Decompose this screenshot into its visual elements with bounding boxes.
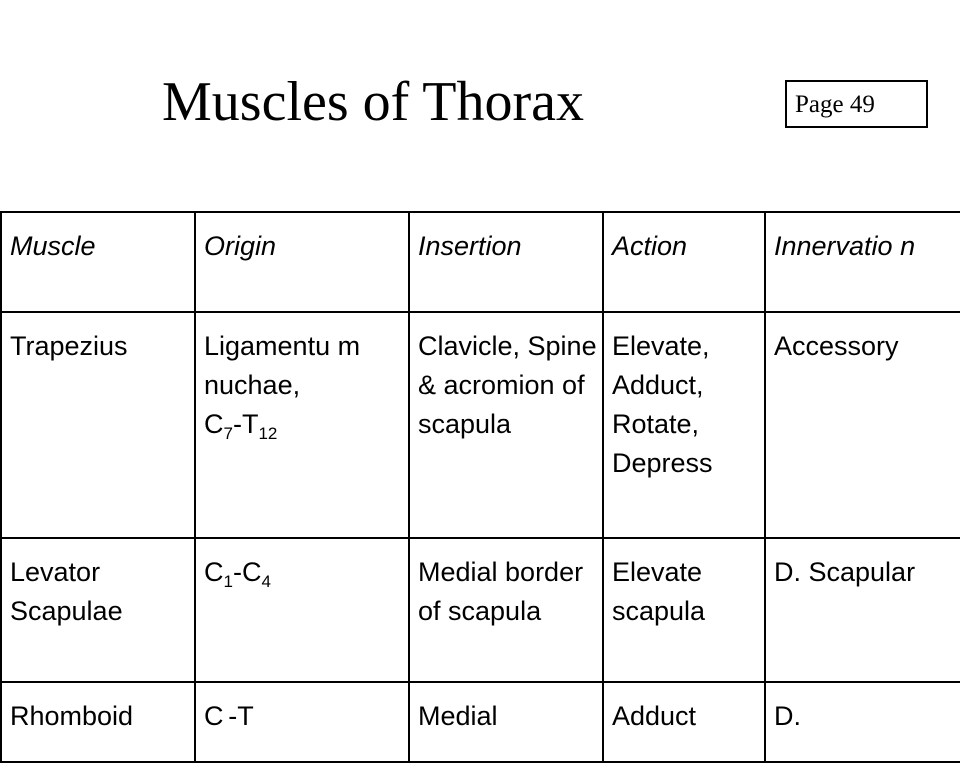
origin-dash-t: -T: [232, 409, 259, 439]
header-origin: Origin: [195, 212, 409, 312]
page-title: Muscles of Thorax: [162, 71, 584, 133]
cell-insertion: Medial: [409, 682, 603, 762]
cell-innervation: Accessory: [765, 312, 960, 538]
origin-c2-subscript: 4: [261, 572, 271, 591]
cell-innervation: D. Scapular: [765, 538, 960, 682]
cell-action: Elevate, Adduct, Rotate, Depress: [603, 312, 765, 538]
origin-c-subscript: 7: [223, 424, 233, 443]
cell-insertion: Clavicle, Spine & acromion of scapula: [409, 312, 603, 538]
cell-action: Adduct: [603, 682, 765, 762]
cell-insertion: Medial border of scapula: [409, 538, 603, 682]
origin-dash-c: -C: [232, 557, 262, 587]
origin-c: C: [204, 557, 224, 587]
header-innervation: Innervatio n: [765, 212, 960, 312]
table-row: [1, 312, 960, 538]
header-action: Action: [603, 212, 765, 312]
origin-text: Ligamentu m nuchae,: [204, 331, 361, 400]
cell-origin: [195, 538, 409, 682]
origin-c: C: [204, 409, 224, 439]
table-row: [1, 538, 960, 682]
table-row: [1, 682, 960, 762]
header-muscle: Muscle: [1, 212, 195, 312]
cell-muscle: Rhomboid: [1, 682, 195, 762]
origin-t-subscript: 12: [258, 424, 278, 443]
cell-action: Elevate scapula: [603, 538, 765, 682]
header-insertion: Insertion: [409, 212, 603, 312]
origin-dash-t: -T: [228, 701, 254, 731]
muscles-table: [0, 211, 960, 763]
origin-c: C: [204, 701, 224, 731]
cell-muscle: Levator Scapulae: [1, 538, 195, 682]
page-number-badge: Page 49: [785, 80, 928, 128]
cell-muscle: Trapezius: [1, 312, 195, 538]
cell-origin: [195, 312, 409, 538]
cell-innervation: D.: [765, 682, 960, 762]
cell-origin: [195, 682, 409, 762]
table-header-row: [1, 212, 960, 312]
origin-c-subscript: 1: [223, 572, 233, 591]
